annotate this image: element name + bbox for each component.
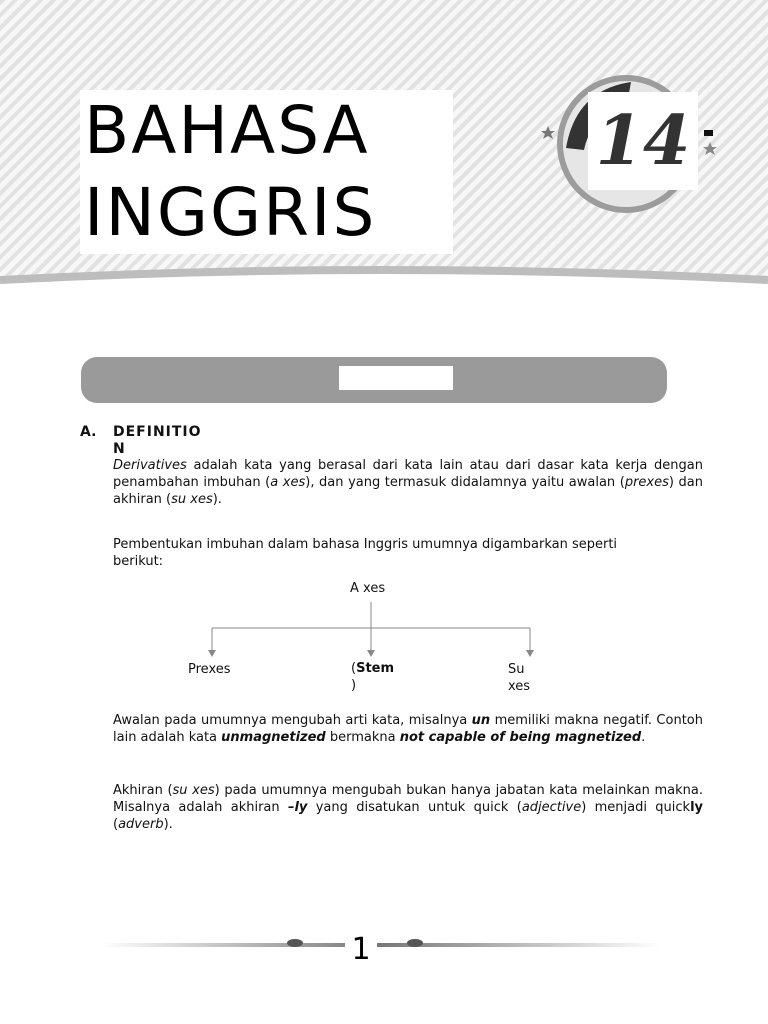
- p1-text-c: ) dan akhiran (: [113, 475, 703, 507]
- title-line-2: INGGRIS: [84, 174, 377, 251]
- p1-text-a: adalah kata yang berasal dari kata lain atau dari dasar kata kerja dengan penambahan imbuhan (: [113, 458, 703, 490]
- chapter-number: 14: [588, 92, 698, 190]
- diagram-root-label: A xes: [350, 581, 386, 596]
- p3-prefix-example: un: [471, 713, 491, 728]
- title-box: [80, 90, 453, 254]
- p4-text-c: yang disatukan untuk quick (: [307, 800, 522, 815]
- affix-diagram: [180, 578, 580, 698]
- p3-meaning: not capable of being magnetized: [399, 730, 642, 745]
- p3-text-a: Awalan pada umumnya mengubah arti kata, misalnya: [113, 713, 472, 728]
- p1-prefixes: prexes: [624, 475, 669, 490]
- p4-ly: ly: [690, 800, 704, 815]
- diagram-suffixes-label: [508, 661, 548, 695]
- paragraph-suffixes: [113, 782, 703, 833]
- section-bar-label: [339, 366, 453, 390]
- stem-bold: Stem: [356, 661, 395, 676]
- footer-rule: [100, 925, 660, 965]
- p4-adverb: adverb: [118, 817, 164, 832]
- p1-suffixes: su xes: [171, 492, 213, 507]
- diagram-stem-label: [351, 660, 411, 694]
- paragraph-derivatives: [113, 457, 703, 508]
- page-header: [0, 0, 768, 292]
- diagram-tree-lines: [180, 578, 580, 668]
- term-derivatives: Derivatives: [113, 458, 187, 473]
- section-bar: [81, 357, 667, 403]
- p3-text-b: memiliki makna negatif. Contoh lain adalah kata: [113, 713, 703, 745]
- paragraph-prefixes: [113, 712, 703, 746]
- p3-word-example: unmagnetized: [221, 730, 326, 745]
- p4-text-e: (: [113, 817, 119, 832]
- diagram-prefixes-label: Prexes: [188, 662, 231, 677]
- p3-text-c: bermakna: [325, 730, 400, 745]
- p4-text-d: ) menjadi quick: [581, 800, 691, 815]
- stem-close: ): [351, 678, 357, 693]
- p4-adjective: adjective: [521, 800, 582, 815]
- suffix-line-2: xes: [508, 679, 531, 694]
- page-number: 1: [345, 930, 377, 970]
- p4-suffixes: su xes: [172, 783, 215, 798]
- p3-text-d: .: [641, 730, 646, 745]
- section-letter: A.: [80, 424, 97, 440]
- title-line-1: BAHASA: [84, 92, 370, 169]
- suffix-line-1: Su: [508, 662, 525, 677]
- paragraph-formation: Pembentukan imbuhan dalam bahasa Inggris umumnya digambarkan seperti berikut:: [113, 537, 618, 569]
- p1-text-d: ).: [212, 492, 222, 507]
- p1-text-b: ), dan yang termasuk didalamnya yaitu awalan (: [305, 475, 625, 490]
- stem-open: (: [351, 661, 357, 676]
- p4-suffix-example: –ly: [287, 800, 308, 815]
- p4-text-b: ) pada umumnya mengubah bukan hanya jabatan kata melainkan makna. Misalnya adalah akhiran: [113, 783, 703, 815]
- p1-affixes: a xes: [270, 475, 306, 490]
- p4-text-f: ).: [163, 817, 173, 832]
- p4-text-a: Akhiran (: [113, 783, 173, 798]
- section-title: DEFINITION: [113, 424, 202, 457]
